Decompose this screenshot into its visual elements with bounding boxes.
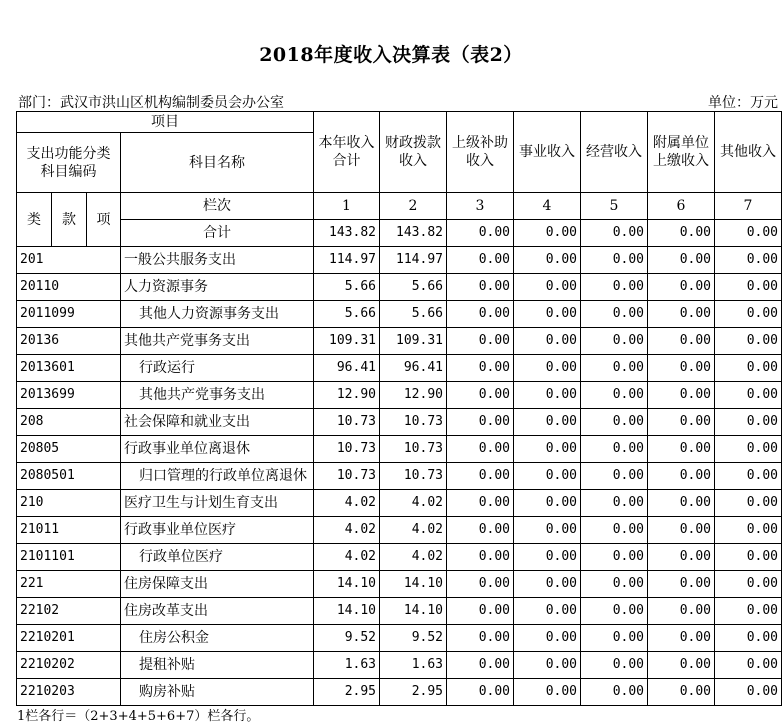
footnote: 1栏各行＝（2+3+4+5+6+7）栏各行。 (17, 709, 260, 724)
row-subject-name: 其他共产党事务支出 (121, 382, 314, 409)
table-row (17, 490, 782, 517)
table-row (17, 598, 782, 625)
row-value: 0.00 (648, 409, 715, 436)
row-value: 0.00 (447, 652, 514, 679)
row-value: 0.00 (514, 679, 581, 706)
row-value: 0.00 (648, 517, 715, 544)
row-value: 0.00 (715, 598, 782, 625)
row-value: 14.10 (314, 571, 380, 598)
header-func-code: 支出功能分类科目编码 (17, 133, 121, 193)
row-value: 1.63 (380, 652, 447, 679)
row-code: 2013699 (17, 382, 121, 409)
row-value: 0.00 (648, 328, 715, 355)
row-value: 114.97 (314, 247, 380, 274)
col-number-5: 5 (581, 193, 648, 220)
row-code: 2210201 (17, 625, 121, 652)
row-value: 2.95 (380, 679, 447, 706)
row-value: 0.00 (447, 598, 514, 625)
row-value: 4.02 (314, 544, 380, 571)
row-value: 0.00 (447, 382, 514, 409)
col-number-1: 1 (314, 193, 380, 220)
row-value: 0.00 (447, 328, 514, 355)
row-value: 5.66 (380, 301, 447, 328)
row-value: 0.00 (514, 301, 581, 328)
col-number-3: 3 (447, 193, 514, 220)
row-value: 0.00 (648, 463, 715, 490)
row-value: 0.00 (648, 436, 715, 463)
row-value: 0.00 (514, 409, 581, 436)
table-row (17, 274, 782, 301)
row-code: 2080501 (17, 463, 121, 490)
total-value: 143.82 (380, 220, 447, 247)
row-value: 10.73 (314, 463, 380, 490)
table-row (17, 463, 782, 490)
row-code: 2210203 (17, 679, 121, 706)
header-kuan: 款 (52, 193, 87, 247)
header-lanci: 栏次 (121, 193, 314, 220)
col-number-2: 2 (380, 193, 447, 220)
row-value: 0.00 (715, 625, 782, 652)
row-value: 10.73 (380, 409, 447, 436)
row-value: 0.00 (648, 301, 715, 328)
row-value: 0.00 (447, 247, 514, 274)
row-code: 20136 (17, 328, 121, 355)
row-value: 14.10 (380, 598, 447, 625)
row-value: 0.00 (581, 544, 648, 571)
row-value: 4.02 (380, 490, 447, 517)
row-value: 0.00 (715, 409, 782, 436)
row-value: 0.00 (514, 382, 581, 409)
income-table (16, 111, 782, 706)
row-value: 0.00 (715, 490, 782, 517)
row-value: 0.00 (648, 625, 715, 652)
table-body (17, 247, 782, 706)
row-value: 14.10 (380, 571, 447, 598)
table-row (17, 544, 782, 571)
row-value: 0.00 (514, 544, 581, 571)
row-subject-name: 医疗卫生与计划生育支出 (121, 490, 314, 517)
table-row (17, 679, 782, 706)
row-value: 4.02 (314, 517, 380, 544)
total-value: 0.00 (514, 220, 581, 247)
row-value: 0.00 (715, 382, 782, 409)
row-value: 0.00 (581, 625, 648, 652)
unit-label: 单位：万元 (708, 95, 778, 111)
row-value: 0.00 (447, 301, 514, 328)
table-row (17, 652, 782, 679)
page-title: 2018年度收入决算表（表2） (259, 44, 523, 66)
row-value: 0.00 (447, 490, 514, 517)
row-value: 0.00 (715, 652, 782, 679)
row-value: 109.31 (380, 328, 447, 355)
row-value: 0.00 (447, 544, 514, 571)
row-value: 1.63 (314, 652, 380, 679)
row-code: 21011 (17, 517, 121, 544)
row-subject-name: 住房保障支出 (121, 571, 314, 598)
row-code: 20110 (17, 274, 121, 301)
row-value: 0.00 (581, 679, 648, 706)
header-col-2: 财政拨款收入 (380, 112, 447, 193)
row-value: 0.00 (715, 247, 782, 274)
row-value: 96.41 (380, 355, 447, 382)
row-value: 5.66 (314, 274, 380, 301)
row-subject-name: 提租补贴 (121, 652, 314, 679)
header-col-5: 经营收入 (581, 112, 648, 193)
row-value: 0.00 (447, 517, 514, 544)
header-subject-name: 科目名称 (121, 133, 314, 193)
row-value: 0.00 (514, 247, 581, 274)
table-row (17, 355, 782, 382)
row-value: 0.00 (715, 301, 782, 328)
row-subject-name: 人力资源事务 (121, 274, 314, 301)
row-code: 208 (17, 409, 121, 436)
row-value: 0.00 (447, 625, 514, 652)
row-value: 0.00 (514, 436, 581, 463)
row-value: 0.00 (581, 409, 648, 436)
header-lei: 类 (17, 193, 52, 247)
header-col-6: 附属单位上缴收入 (648, 112, 715, 193)
row-subject-name: 行政单位医疗 (121, 544, 314, 571)
row-subject-name: 其他共产党事务支出 (121, 328, 314, 355)
row-value: 10.73 (380, 436, 447, 463)
row-value: 0.00 (514, 652, 581, 679)
row-value: 10.73 (314, 436, 380, 463)
row-value: 0.00 (648, 679, 715, 706)
table-row (17, 328, 782, 355)
total-value: 143.82 (314, 220, 380, 247)
row-value: 0.00 (581, 274, 648, 301)
row-value: 0.00 (715, 328, 782, 355)
row-value: 4.02 (380, 544, 447, 571)
row-value: 0.00 (648, 571, 715, 598)
row-value: 0.00 (514, 274, 581, 301)
row-subject-name: 一般公共服务支出 (121, 247, 314, 274)
total-label: 合计 (121, 220, 314, 247)
row-value: 10.73 (380, 463, 447, 490)
row-value: 96.41 (314, 355, 380, 382)
row-value: 0.00 (648, 598, 715, 625)
row-code: 2210202 (17, 652, 121, 679)
row-value: 0.00 (447, 571, 514, 598)
row-value: 10.73 (314, 409, 380, 436)
row-value: 2.95 (314, 679, 380, 706)
row-subject-name: 归口管理的行政单位离退休 (121, 463, 314, 490)
row-value: 0.00 (715, 517, 782, 544)
row-value: 0.00 (581, 517, 648, 544)
table-row (17, 571, 782, 598)
row-value: 5.66 (314, 301, 380, 328)
row-code: 2101101 (17, 544, 121, 571)
row-value: 0.00 (581, 355, 648, 382)
row-value: 0.00 (581, 490, 648, 517)
row-value: 4.02 (314, 490, 380, 517)
table-row (17, 625, 782, 652)
row-subject-name: 行政事业单位离退休 (121, 436, 314, 463)
header-xiang: 项 (87, 193, 121, 247)
row-value: 0.00 (715, 355, 782, 382)
header-col-1: 本年收入合计 (314, 112, 380, 193)
row-code: 210 (17, 490, 121, 517)
row-subject-name: 购房补贴 (121, 679, 314, 706)
row-value: 0.00 (514, 355, 581, 382)
row-value: 0.00 (447, 355, 514, 382)
row-subject-name: 行政事业单位医疗 (121, 517, 314, 544)
header-col-4: 事业收入 (514, 112, 581, 193)
row-subject-name: 住房改革支出 (121, 598, 314, 625)
total-value: 0.00 (447, 220, 514, 247)
row-value: 0.00 (514, 598, 581, 625)
row-value: 0.00 (581, 598, 648, 625)
row-value: 0.00 (648, 355, 715, 382)
row-value: 0.00 (648, 544, 715, 571)
row-value: 0.00 (581, 247, 648, 274)
row-subject-name: 住房公积金 (121, 625, 314, 652)
row-value: 0.00 (715, 679, 782, 706)
row-value: 4.02 (380, 517, 447, 544)
row-value: 0.00 (581, 382, 648, 409)
row-value: 0.00 (447, 274, 514, 301)
row-value: 0.00 (581, 328, 648, 355)
row-value: 0.00 (715, 544, 782, 571)
row-value: 0.00 (581, 463, 648, 490)
row-subject-name: 社会保障和就业支出 (121, 409, 314, 436)
row-value: 0.00 (581, 571, 648, 598)
col-number-4: 4 (514, 193, 581, 220)
row-value: 0.00 (648, 652, 715, 679)
row-code: 2013601 (17, 355, 121, 382)
row-value: 0.00 (447, 436, 514, 463)
row-code: 221 (17, 571, 121, 598)
row-value: 0.00 (648, 382, 715, 409)
row-value: 9.52 (314, 625, 380, 652)
row-value: 12.90 (314, 382, 380, 409)
row-value: 0.00 (514, 463, 581, 490)
row-value: 0.00 (514, 517, 581, 544)
row-subject-name: 其他人力资源事务支出 (121, 301, 314, 328)
row-value: 0.00 (447, 679, 514, 706)
row-value: 0.00 (715, 463, 782, 490)
row-code: 20805 (17, 436, 121, 463)
total-value: 0.00 (715, 220, 782, 247)
col-number-6: 6 (648, 193, 715, 220)
row-value: 0.00 (648, 247, 715, 274)
row-code: 2011099 (17, 301, 121, 328)
header-col-3: 上级补助收入 (447, 112, 514, 193)
row-value: 0.00 (581, 436, 648, 463)
table-row (17, 517, 782, 544)
row-code: 22102 (17, 598, 121, 625)
row-code: 201 (17, 247, 121, 274)
row-value: 0.00 (715, 436, 782, 463)
row-value: 9.52 (380, 625, 447, 652)
header-item: 项目 (17, 112, 314, 133)
table-row (17, 247, 782, 274)
row-value: 14.10 (314, 598, 380, 625)
row-value: 109.31 (314, 328, 380, 355)
col-number-7: 7 (715, 193, 782, 220)
row-value: 0.00 (715, 274, 782, 301)
row-value: 12.90 (380, 382, 447, 409)
table-row (17, 409, 782, 436)
row-subject-name: 行政运行 (121, 355, 314, 382)
row-value: 0.00 (514, 571, 581, 598)
row-value: 0.00 (447, 409, 514, 436)
row-value: 0.00 (514, 625, 581, 652)
row-value: 5.66 (380, 274, 447, 301)
row-value: 114.97 (380, 247, 447, 274)
row-value: 0.00 (447, 463, 514, 490)
total-value: 0.00 (581, 220, 648, 247)
header-col-7: 其他收入 (715, 112, 782, 193)
row-value: 0.00 (648, 490, 715, 517)
row-value: 0.00 (581, 652, 648, 679)
row-value: 0.00 (715, 571, 782, 598)
table-row (17, 436, 782, 463)
table-row (17, 301, 782, 328)
row-value: 0.00 (514, 328, 581, 355)
row-value: 0.00 (514, 490, 581, 517)
table-row (17, 382, 782, 409)
row-value: 0.00 (581, 301, 648, 328)
total-value: 0.00 (648, 220, 715, 247)
department-label: 部门：武汉市洪山区机构编制委员会办公室 (18, 95, 284, 111)
row-value: 0.00 (648, 274, 715, 301)
